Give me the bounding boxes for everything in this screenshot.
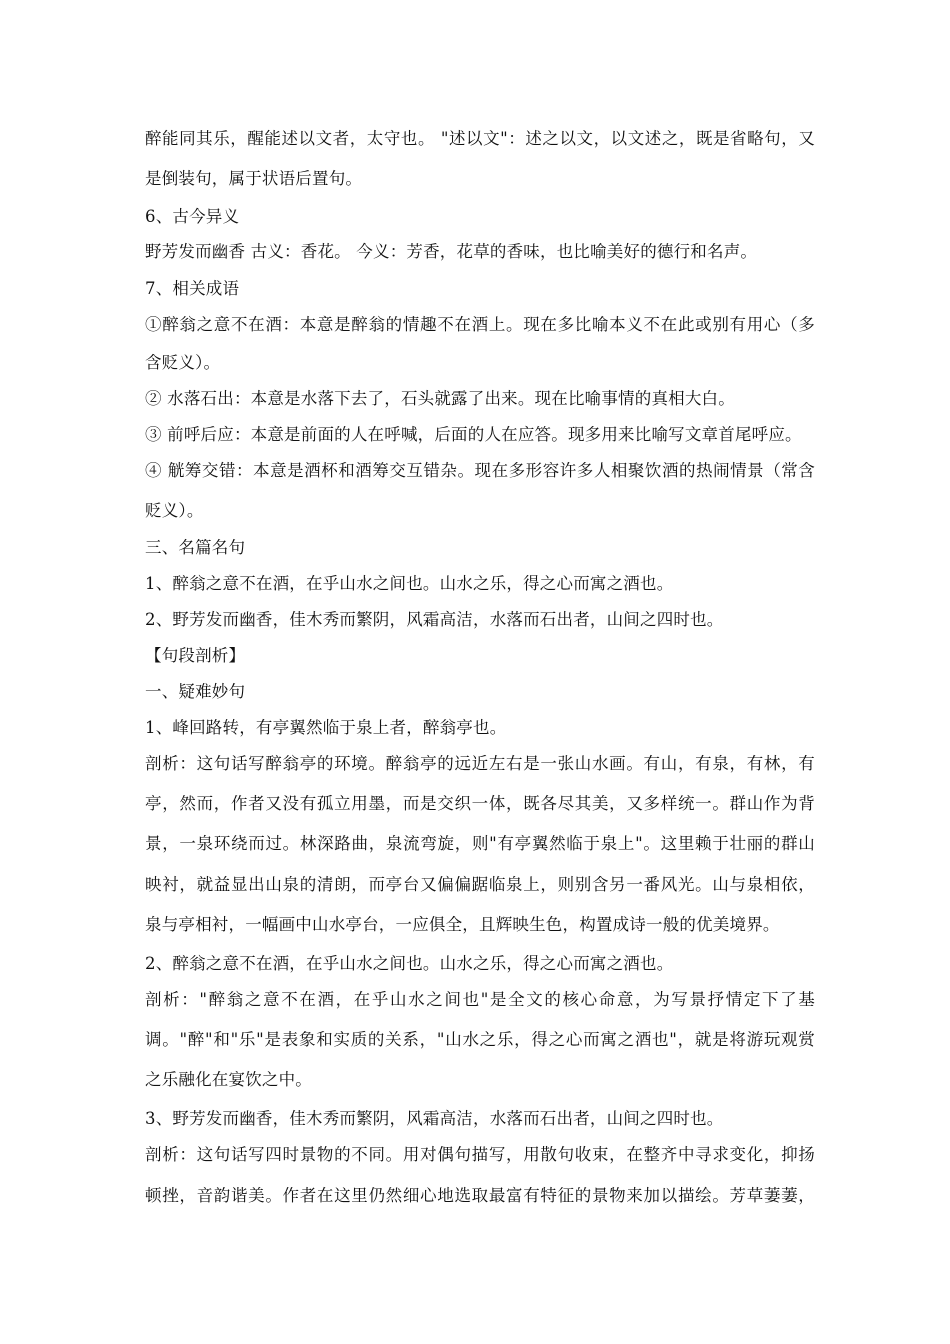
section-heading: 7、相关成语	[145, 279, 240, 298]
text-line: 调。"醉"和"乐"是表象和实质的关系，"山水之乐，得之心而寓之酒也"，就是将游玩观赏	[145, 1030, 815, 1049]
section-heading: 一、疑难妙句	[145, 682, 246, 701]
text-line: 1、峰回路转，有亭翼然临于泉上者，醉翁亭也。	[145, 718, 507, 737]
text-line: 贬义）。	[145, 501, 204, 520]
text-line: 剖析："醉翁之意不在酒，在乎山水之间也"是全文的核心命意，为写景抒情定下了基	[145, 990, 815, 1009]
text-line: 2、醉翁之意不在酒，在乎山水之间也。山水之乐，得之心而寓之酒也。	[145, 954, 674, 973]
text-line: 3、野芳发而幽香，佳木秀而繁阴，风霜高洁，水落而石出者，山间之四时也。	[145, 1109, 724, 1128]
section-heading: 三、名篇名句	[145, 538, 246, 557]
section-heading: 6、古今异义	[145, 207, 240, 226]
text-line: 野芳发而幽香 古义：香花。 今义：芳香，花草的香味，也比喻美好的德行和名声。	[145, 242, 758, 261]
text-line: 泉与亭相衬，一幅画中山水亭台，一应俱全，且辉映生色，构置成诗一般的优美境界。	[145, 915, 780, 934]
text-line: 2、野芳发而幽香，佳木秀而繁阴，风霜高洁，水落而石出者，山间之四时也。	[145, 610, 724, 629]
section-heading: 【句段剖析】	[145, 646, 246, 665]
text-line: ④ 觥筹交错：本意是酒杯和酒筹交互错杂。现在多形容许多人相聚饮酒的热闹情景（常含	[145, 461, 815, 480]
text-line: 亭，然而，作者又没有孤立用墨，而是交织一体，既各尽其美，又多样统一。群山作为背	[145, 794, 815, 813]
text-line: 是倒装句，属于状语后置句。	[145, 169, 363, 188]
text-line: 映衬，就益显出山泉的清朗，而亭台又偏偏踞临泉上，则别含另一番风光。山与泉相依，	[145, 875, 815, 894]
text-line: 剖析：这句话写四时景物的不同。用对偶句描写，用散句收束，在整齐中寻求变化，抑扬	[145, 1145, 815, 1164]
text-line: 顿挫，音韵谐美。作者在这里仍然细心地选取最富有特征的景物来加以描绘。芳草萋萋，	[145, 1186, 815, 1205]
text-line: 之乐融化在宴饮之中。	[145, 1070, 312, 1089]
text-line: ③ 前呼后应：本意是前面的人在呼喊，后面的人在应答。现多用来比喻写文章首尾呼应。	[145, 425, 802, 444]
text-line: ①醉翁之意不在酒：本意是醉翁的情趣不在酒上。现在多比喻本义不在此或别有用心（多	[145, 315, 815, 334]
text-line: 1、醉翁之意不在酒，在乎山水之间也。山水之乐，得之心而寓之酒也。	[145, 574, 674, 593]
text-line: 剖析：这句话写醉翁亭的环境。醉翁亭的远近左右是一张山水画。有山，有泉，有林，有	[145, 754, 815, 773]
text-line: 景，一泉环绕而过。林深路曲，泉流弯旋，则"有亭翼然临于泉上"。这里赖于壮丽的群山	[145, 834, 815, 853]
text-line: 醉能同其乐，醒能述以文者，太守也。 "述以文"：述之以文，以文述之，既是省略句，又	[145, 129, 815, 148]
text-line: ② 水落石出：本意是水落下去了，石头就露了出来。现在比喻事情的真相大白。	[145, 389, 735, 408]
text-line: 含贬义）。	[145, 353, 221, 372]
